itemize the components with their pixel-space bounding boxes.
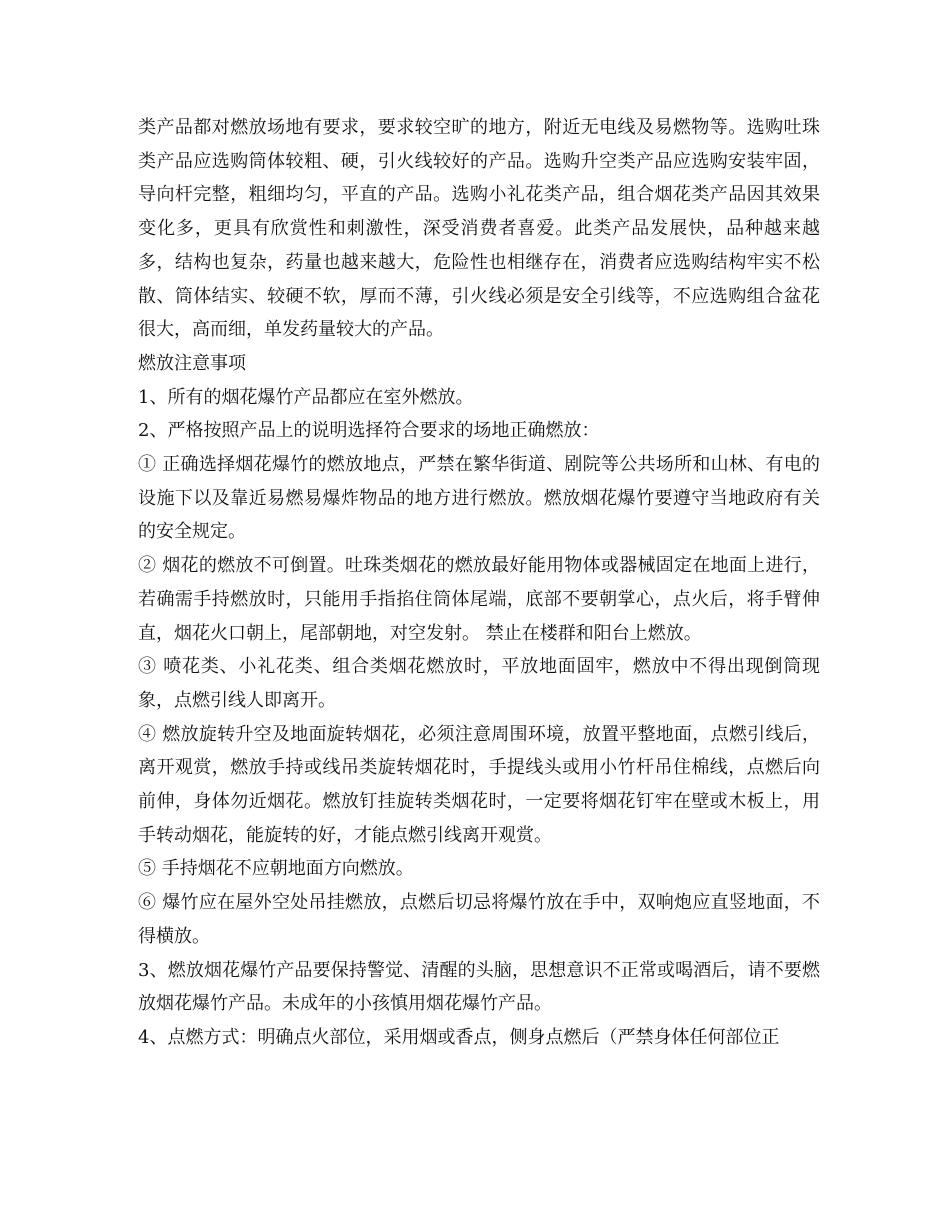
- list-item-1: 1、所有的烟花爆竹产品都应在室外燃放。: [138, 386, 474, 408]
- sub-item-5: ⑤ 手持烟花不应朝地面方向燃放。: [138, 858, 414, 880]
- paragraph-product-selection: 类产品都对燃放场地有要求，要求较空旷的地方，附近无电线及易燃物等。选购吐珠类产品应选购筒体较粗、硬，引火线较好的产品。选购升空类产品应选购安装牢固，导向杆完整，粗细均匀，平直的产品。选购小礼花类产品，组合烟花类产品因其效果变化多，更具有欣赏性和刺激性，深受消费者喜爱。此类产品发展快，品种越来越多，结构也复杂，药量也越来越大，危险性也相继存在，消费者应选购结构牢实不松散、筒体结实、较硬不软，厚而不薄，引火线必须是安全引线等，不应选购组合盆花很大，高而细，单发药量较大的产品。: [138, 117, 820, 341]
- sub-item-2: ② 烟花的燃放不可倒置。吐珠类烟花的燃放最好能用物体或器械固定在地面上进行，若确需手持燃放时，只能用手指掐住筒体尾端，底部不要朝掌心，点火后，将手臂伸直，烟花火口朝上，尾部朝地，对空发射。 禁止在楼群和阳台上燃放。: [138, 555, 820, 644]
- list-item-2: 2、严格按照产品上的说明选择符合要求的场地正确燃放：: [138, 420, 600, 442]
- sub-item-3: ③ 喷花类、小礼花类、组合类烟花燃放时，平放地面固牢，燃放中不得出现倒筒现象，点燃引线人即离开。: [138, 656, 820, 711]
- sub-item-6: ⑥ 爆竹应在屋外空处吊挂燃放，点燃后切忌将爆竹放在手中，双响炮应直竖地面，不得横放。: [138, 892, 820, 947]
- list-item-4: 4、点燃方式：明确点火部位，采用烟或香点，侧身点燃后（严禁身体任何部位正: [138, 1026, 780, 1048]
- section-heading-precautions: 燃放注意事项: [138, 352, 246, 374]
- sub-item-4: ④ 燃放旋转升空及地面旋转烟花，必须注意周围环境，放置平整地面，点燃引线后，离开观赏，燃放手持或线吊类旋转烟花时，手提线头或用小竹杆吊住棉线，点燃后向前伸，身体勿近烟花。燃放钉挂旋转类烟花时，一定要将烟花钉牢在壁或木板上，用手转动烟花，能旋转的好，才能点燃引线离开观赏。: [138, 723, 820, 846]
- list-item-3: 3、燃放烟花爆竹产品要保持警觉、清醒的头脑，思想意识不正常或喝酒后，请不要燃放烟花爆竹产品。未成年的小孩慎用烟花爆竹产品。: [138, 959, 820, 1015]
- sub-item-1: ① 正确选择烟花爆竹的燃放地点，严禁在繁华街道、剧院等公共场所和山林、有电的设施下以及靠近易燃易爆炸物品的地方进行燃放。燃放烟花爆竹要遵守当地政府有关的安全规定。: [138, 454, 820, 543]
